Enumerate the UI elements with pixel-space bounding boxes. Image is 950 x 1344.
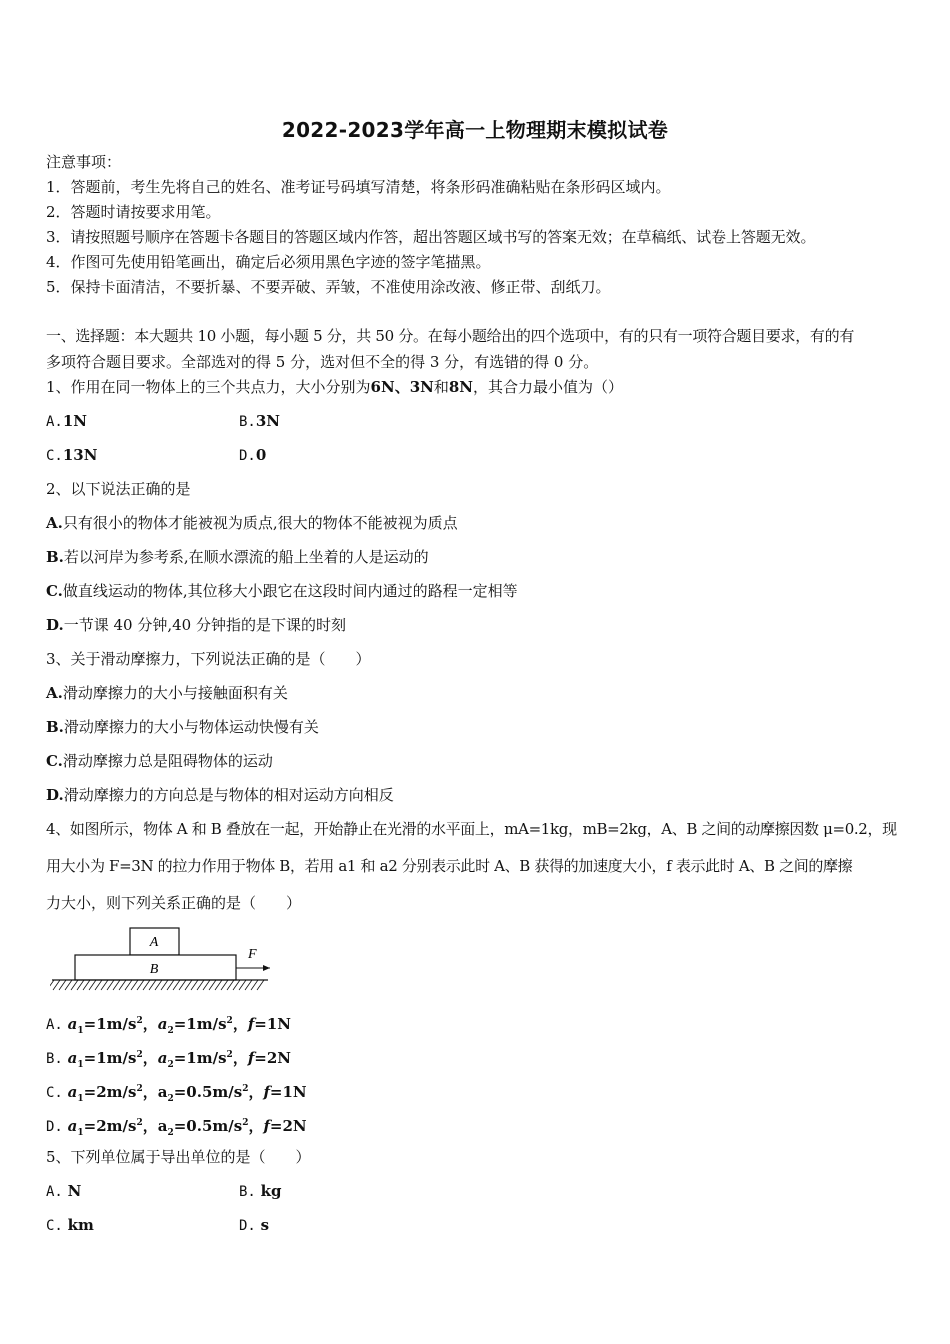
hatch-line: [215, 980, 222, 990]
ground-hatching: [50, 980, 264, 990]
q5-option-b[interactable]: B. kg: [239, 1182, 282, 1200]
q4-option-d[interactable]: D. $a_1=2m/s^2$，$a_2=0.5m/s^2$，f=2N: [46, 1117, 307, 1138]
q2-option-b[interactable]: B.若以河岸为参考系,在顺水漂流的船上坐着的人是运动的: [46, 548, 429, 566]
q4-option-a[interactable]: A. $a_1=1m/s^2$，$a_2=1m/s^2$，f=1N: [46, 1015, 291, 1036]
hatch-line: [113, 980, 120, 990]
hatch-line: [197, 980, 204, 990]
hatch-line: [233, 980, 240, 990]
q1-stem-suffix: ，其合力最小值为（）: [473, 378, 624, 396]
hatch-line: [221, 980, 228, 990]
notice-item: 3．请按照题号顺序在答题卡各题目的答题区域内作答，超出答题区域书写的答案无效；在草稿纸、试卷上答题无效。: [46, 228, 816, 246]
hatch-line: [245, 980, 252, 990]
hatch-line: [257, 980, 264, 990]
q1-option-d[interactable]: D.0: [239, 446, 267, 464]
q5-option-a[interactable]: A. N: [46, 1182, 82, 1200]
hatch-line: [65, 980, 72, 990]
q1-option-b[interactable]: B.3N: [239, 412, 281, 430]
q3-option-a[interactable]: A.滑动摩擦力的大小与接触面积有关: [46, 684, 288, 702]
hatch-line: [137, 980, 144, 990]
q5-option-d[interactable]: D. s: [239, 1216, 270, 1234]
hatch-line: [83, 980, 90, 990]
q3-option-d[interactable]: D.滑动摩擦力的方向总是与物体的相对运动方向相反: [46, 786, 394, 804]
force-label: F: [248, 947, 257, 962]
hatch-line: [107, 980, 114, 990]
hatch-line: [203, 980, 210, 990]
notice-item: 2．答题时请按要求用笔。: [46, 203, 221, 221]
q4-option-c[interactable]: C. $a_1=2m/s^2$，$a_2=0.5m/s^2$，f=1N: [46, 1083, 307, 1104]
question-5-stem: 5、下列单位属于导出单位的是（ ）: [46, 1148, 311, 1166]
q5-option-c[interactable]: C. km: [46, 1216, 94, 1234]
hatch-line: [155, 980, 162, 990]
hatch-line: [71, 980, 78, 990]
notice-item: 5．保持卡面清洁，不要折暴、不要弄破、弄皱，不准使用涂改液、修正带、刮纸刀。: [46, 278, 611, 296]
hatch-line: [101, 980, 108, 990]
q1-stem-and: 和: [433, 378, 449, 396]
question-2-stem: 2、以下说法正确的是: [46, 480, 191, 498]
question-4-stem: 4、如图所示，物体 A 和 B 叠放在一起，开始静止在光滑的水平面上，mA=1kg，mB=2kg，A、B 之间的动摩擦因数 μ=0.2，现: [46, 820, 897, 838]
q1-stem-value3: 8N: [448, 378, 474, 396]
q4-option-b[interactable]: B. $a_1=1m/s^2$，$a_2=1m/s^2$，f=2N: [46, 1049, 291, 1070]
notice-item: 1．答题前，考生先将自己的姓名、准考证号码填写清楚，将条形码准确粘贴在条形码区域内。: [46, 178, 671, 196]
q1-option-c[interactable]: C.13N: [46, 446, 98, 464]
hatch-line: [77, 980, 84, 990]
question-4-stem-cont: 用大小为 F=3N 的拉力作用于物体 B，若用 a1 和 a2 分别表示此时 A、B 获得的加速度大小，f 表示此时 A、B 之间的摩擦: [46, 857, 853, 875]
question-4-stem-end: 力大小，则下列关系正确的是（ ）: [46, 894, 302, 912]
q2-option-a[interactable]: A.只有很小的物体才能被视为质点,很大的物体不能被视为质点: [46, 514, 458, 532]
hatch-line: [89, 980, 96, 990]
hatch-line: [149, 980, 156, 990]
q1-stem-values: 6N、3N: [370, 378, 434, 396]
hatch-line: [125, 980, 132, 990]
hatch-line: [143, 980, 150, 990]
hatch-line: [179, 980, 186, 990]
force-arrowhead: [263, 965, 270, 971]
blocks-diagram: [50, 924, 274, 998]
question-3-stem: 3、关于滑动摩擦力，下列说法正确的是（ ）: [46, 650, 371, 668]
block-b-label: B: [149, 962, 159, 977]
notice-item: 4．作图可先使用铅笔画出，确定后必须用黑色字迹的签字笔描黑。: [46, 253, 491, 271]
hatch-line: [185, 980, 192, 990]
hatch-line: [131, 980, 138, 990]
section-instructions-cont: 多项符合题目要求。全部选对的得 5 分，选对但不全的得 3 分，有选错的得 0 分。: [46, 353, 599, 371]
q2-option-c[interactable]: C.做直线运动的物体,其位移大小跟它在这段时间内通过的路程一定相等: [46, 582, 518, 600]
block-a-label: A: [149, 935, 159, 950]
hatch-line: [251, 980, 258, 990]
page-title: 2022-2023学年高一上物理期末模拟试卷: [281, 118, 669, 142]
hatch-line: [191, 980, 198, 990]
hatch-line: [59, 980, 66, 990]
question-1-stem: [46, 377, 623, 397]
notice-heading: 注意事项：: [46, 153, 122, 171]
hatch-line: [239, 980, 246, 990]
hatch-line: [95, 980, 102, 990]
hatch-line: [173, 980, 180, 990]
q1-option-a[interactable]: A.1N: [46, 412, 88, 430]
hatch-line: [53, 980, 60, 990]
q1-stem-prefix: 1、作用在同一物体上的三个共点力，大小分别为: [46, 378, 371, 396]
hatch-line: [161, 980, 168, 990]
q2-option-d[interactable]: D.一节课 40 分钟,40 分钟指的是下课的时刻: [46, 616, 346, 634]
hatch-line: [167, 980, 174, 990]
hatch-line: [209, 980, 216, 990]
q3-option-b[interactable]: B.滑动摩擦力的大小与物体运动快慢有关: [46, 718, 319, 736]
q3-option-c[interactable]: C.滑动摩擦力总是阻碍物体的运动: [46, 752, 273, 770]
hatch-line: [50, 980, 54, 990]
section-instructions: 一、选择题：本大题共 10 小题，每小题 5 分，共 50 分。在每小题给出的四个选项中，有的只有一项符合题目要求，有的有: [46, 327, 855, 345]
hatch-line: [227, 980, 234, 990]
hatch-line: [119, 980, 126, 990]
